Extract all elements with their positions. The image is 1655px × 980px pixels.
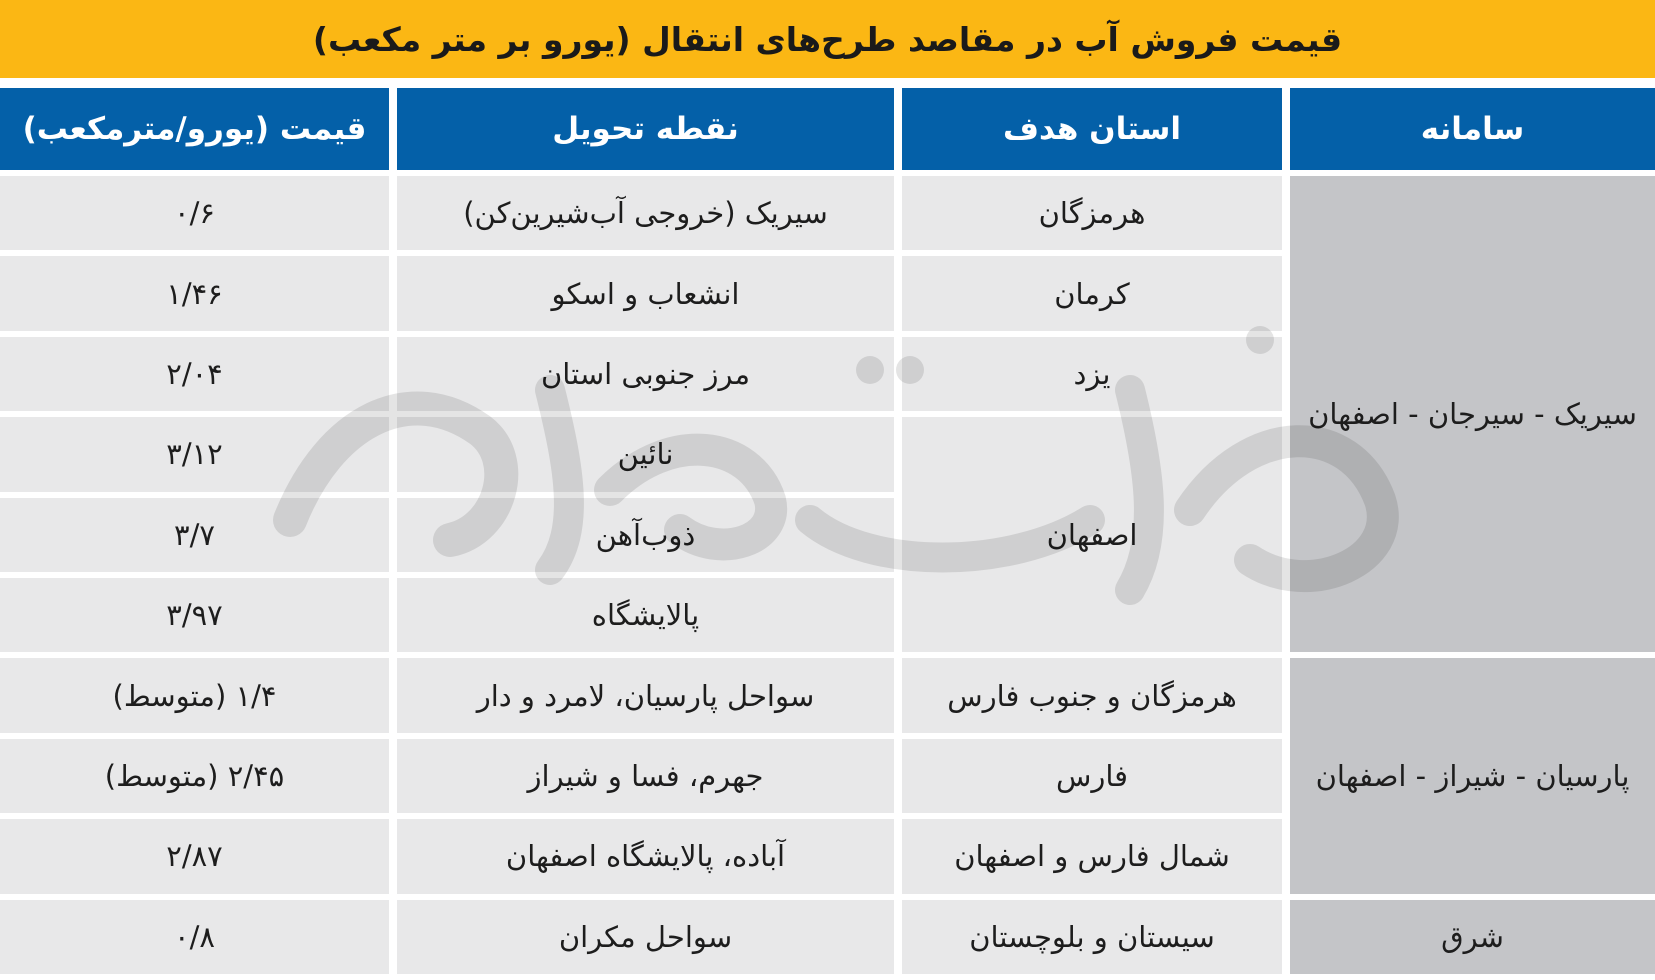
table-row [0,176,1655,250]
province-cell: سیستان و بلوچستان [902,900,1282,974]
delivery-cell: نائین [397,417,894,491]
title-bar [0,0,1655,78]
price-cell: ۳/۷ [0,498,389,572]
price-cell: ۲/۴۵ (متوسط) [0,739,389,813]
header-delivery: نقطه تحویل [397,88,894,170]
price-cell: ۰/۶ [0,176,389,250]
water-price-table [0,82,1655,980]
province-cell: اصفهان [902,417,1282,652]
table-title: قیمت فروش آب در مقاصد طرح‌های انتقال (یورو بر متر مکعب) [312,19,1343,59]
province-cell: شمال فارس و اصفهان [902,819,1282,893]
table-row [0,900,1655,974]
system-cell-g1 [1290,176,1655,652]
province-cell: فارس [902,739,1282,813]
delivery-cell: انشعاب و اسکو [397,256,894,330]
header-province: استان هدف [902,88,1282,170]
province-cell: هرمزگان و جنوب فارس [902,658,1282,732]
price-cell: ۲/۰۴ [0,337,389,411]
header-system: سامانه [1290,88,1655,170]
delivery-cell: جهرم، فسا و شیراز [397,739,894,813]
system-label: پارسیان - شیراز - اصفهان [1315,758,1630,793]
system-label: سیریک - سیرجان - اصفهان [1308,397,1637,432]
header-row [0,88,1655,170]
delivery-cell: ذوب‌آهن [397,498,894,572]
system-cell-g2 [1290,658,1655,893]
price-cell: ۲/۸۷ [0,819,389,893]
price-cell: ۳/۹۷ [0,578,389,652]
price-cell: ۰/۸ [0,900,389,974]
delivery-cell: سواحل مکران [397,900,894,974]
province-cell: کرمان [902,256,1282,330]
table-row [0,658,1655,732]
system-cell-g3 [1290,900,1655,974]
price-cell: ۱/۴۶ [0,256,389,330]
header-price: قیمت (یورو/مترمکعب) [0,88,389,170]
price-cell: ۳/۱۲ [0,417,389,491]
price-cell: ۱/۴ (متوسط) [0,658,389,732]
delivery-cell: سیریک (خروجی آب‌شیرین‌کن) [397,176,894,250]
province-cell: هرمزگان [902,176,1282,250]
delivery-cell: مرز جنوبی استان [397,337,894,411]
system-label: شرق [1441,919,1504,954]
delivery-cell: پالایشگاه [397,578,894,652]
delivery-cell: سواحل پارسیان، لامرد و دار [397,658,894,732]
delivery-cell: آباده، پالایشگاه اصفهان [397,819,894,893]
province-cell: یزد [902,337,1282,411]
